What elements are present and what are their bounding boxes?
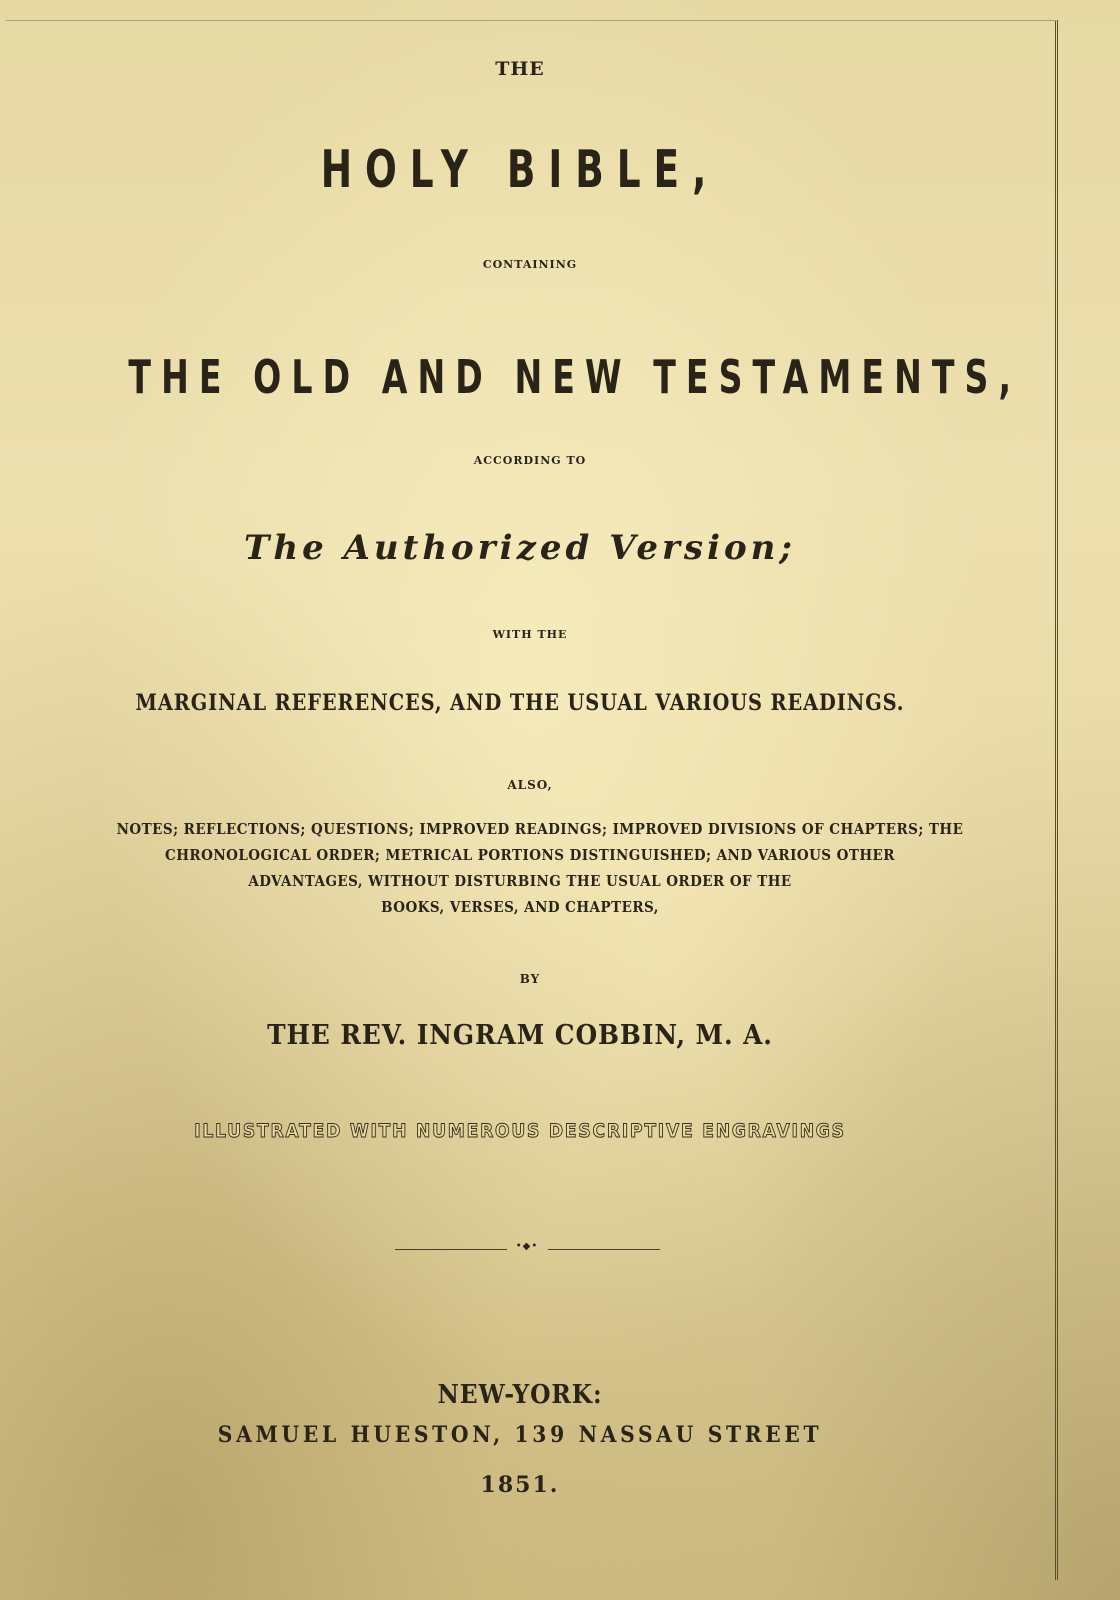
author-line: THE REV. INGRAM COBBIN, M. A. (267, 1020, 773, 1051)
with-the-label: WITH THE (492, 628, 568, 641)
notes-line: NOTES; REFLECTIONS; QUESTIONS; IMPROVED READINGS; IMPROVED DIVISIONS OF CHAPTERS; THE (116, 820, 964, 838)
according-label: ACCORDING TO (473, 454, 587, 467)
illustrated-line: ILLUSTRATED WITH NUMEROUS DESCRIPTIVE ENGRAVINGS (194, 1120, 846, 1142)
ornamental-divider (395, 1241, 660, 1252)
publication-year: 1851. (480, 1472, 560, 1498)
notes-line: CHRONOLOGICAL ORDER; METRICAL PORTIONS DISTINGUISHED; AND VARIOUS OTHER (165, 846, 895, 864)
divider-rule-right (548, 1249, 660, 1250)
publisher-line: SAMUEL HUESTON, 139 NASSAU STREET (217, 1422, 823, 1448)
divider-rule-left (395, 1249, 507, 1250)
page-border (6, 20, 1058, 1580)
testaments-heading: THE OLD AND NEW TESTAMENTS, (128, 350, 1022, 404)
version-heading: The Authorized Version; (244, 528, 796, 568)
also-label: ALSO, (507, 778, 553, 792)
title-article: THE (495, 58, 545, 80)
notes-line: BOOKS, VERSES, AND CHAPTERS, (381, 898, 659, 916)
by-label: BY (519, 972, 541, 986)
marginal-references-line: MARGINAL REFERENCES, AND THE USUAL VARIOUS READINGS. (135, 690, 905, 716)
publication-city: NEW-YORK: (437, 1380, 603, 1410)
notes-line: ADVANTAGES, WITHOUT DISTURBING THE USUAL ORDER OF THE (248, 872, 792, 890)
book-title: HOLY BIBLE, (320, 140, 720, 200)
containing-label: CONTAINING (482, 258, 578, 271)
divider-ornament: •◆• (515, 1241, 539, 1252)
